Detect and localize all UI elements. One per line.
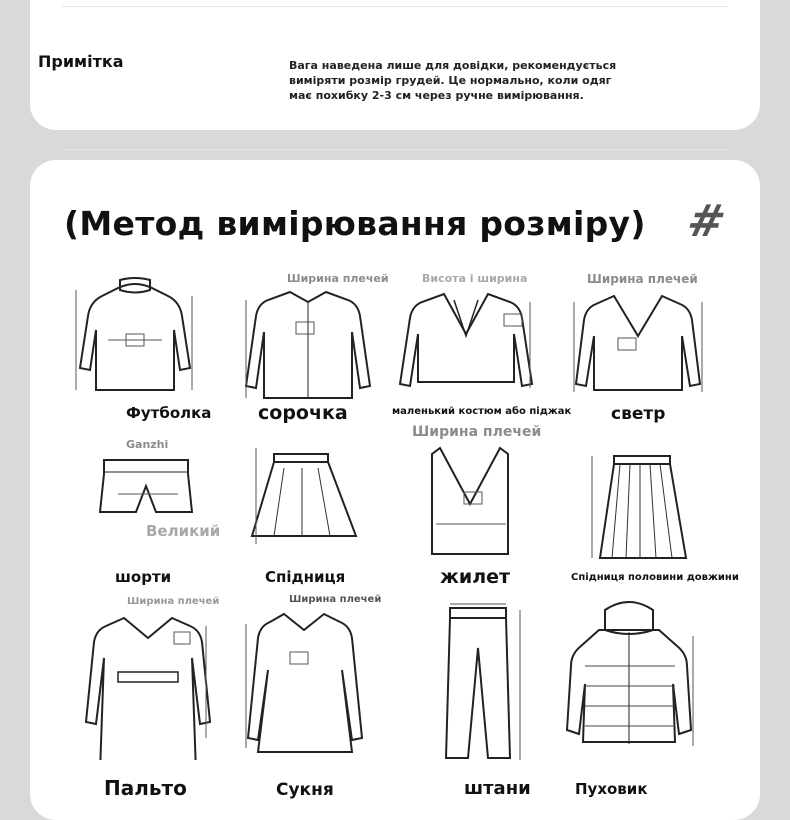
guide-shoulder: Ширина плечей [287,272,389,285]
garment-label-skirt: Спідниця [265,568,346,586]
garment-label-down-jacket: Пуховик [575,780,648,798]
divider [62,149,728,150]
method-title: (Метод вимірювання розміру) [64,204,646,243]
guide-big: Великий [146,522,221,540]
dress-diagram [240,606,370,756]
garment-label-shirt: сорочка [258,402,348,424]
guide-height-width: Висота і ширина [422,272,528,285]
jacket-diagram [392,284,542,402]
garment-label-tshirt: Футболка [126,404,212,422]
garment-label-shorts: шорти [115,568,172,586]
shorts-diagram [98,454,198,518]
hash-icon: # [682,196,731,247]
garment-label-pants: штани [464,778,531,799]
guide-shoulder-dress: Ширина плечей [289,594,382,605]
shirt-diagram [238,282,378,402]
guide-shoulder-sweater: Ширина плечей [587,272,698,286]
sweater-diagram [568,288,708,398]
note-text: Вага наведена лише для довідки, рекомендується виміряти розмір грудей. Це нормально, коли одяг має похибку 2-3 см через ручне вимірювання. [289,59,617,102]
garment-label-dress: Сукня [276,780,334,800]
vest-diagram [426,444,516,562]
garment-label-half-skirt: Спідниця половини довжини [571,572,739,583]
garment-label-sweater: светр [611,404,666,424]
guide-shoulder-vest: Ширина плечей [412,424,542,440]
note-title: Примітка [38,52,124,71]
down-jacket-diagram [555,596,705,766]
guide-shoulder-coat: Ширина плечей [127,596,220,607]
tshirt-diagram [70,270,200,400]
skirt-diagram [244,440,364,550]
garment-label-jacket: маленький костюм або піджак [392,406,572,417]
pants-diagram [420,600,540,770]
coat-diagram [84,610,214,760]
divider [62,6,728,7]
garment-label-coat: Пальто [104,776,187,800]
guide-ganzhi: Ganzhi [126,438,169,451]
half-skirt-diagram [586,448,696,562]
garment-label-vest: жилет [440,566,511,588]
